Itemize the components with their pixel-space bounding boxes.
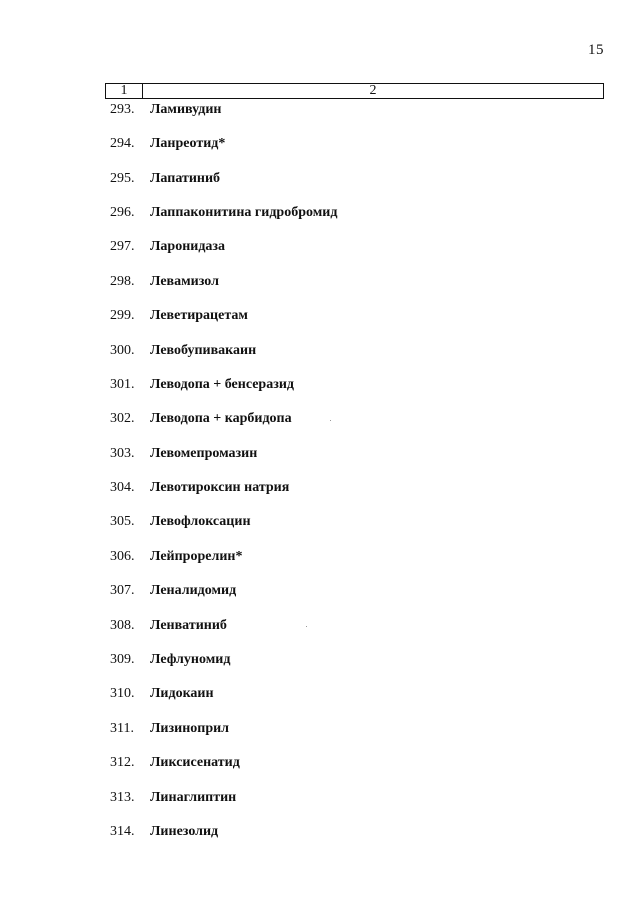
list-item [110, 237, 225, 257]
list-item [110, 375, 294, 395]
list-item [110, 822, 218, 842]
list-item-number: 307. [110, 583, 135, 598]
list-item-name: Линезолид [150, 824, 219, 839]
list-item-name: Лефлуномид [150, 652, 231, 667]
list-item [110, 788, 236, 808]
list-item-number: 300. [110, 343, 135, 358]
list-item [110, 444, 257, 464]
list-item [110, 306, 248, 326]
list-item [110, 547, 242, 567]
list-item-number: 303. [110, 446, 135, 461]
list-item-number: 294. [110, 136, 135, 151]
scan-speck [330, 420, 331, 421]
list-item-number: 305. [110, 514, 135, 529]
list-item-name: Левофлоксацин [150, 514, 251, 529]
list-item-number: 298. [110, 274, 135, 289]
list-item-number: 311. [110, 721, 134, 736]
list-item-name: Ланреотид* [150, 136, 226, 151]
list-item [110, 134, 225, 154]
list-item [110, 100, 221, 120]
list-item-number: 301. [110, 377, 135, 392]
list-item-number: 314. [110, 824, 135, 839]
list-item-name: Левамизол [150, 274, 219, 289]
list-item-number: 312. [110, 755, 135, 770]
list-item-name: Ларонидаза [150, 239, 226, 254]
list-item-number: 296. [110, 205, 135, 220]
list-item-name: Лидокаин [150, 686, 214, 701]
list-item [110, 512, 251, 532]
list-item [110, 272, 219, 292]
list-item-name: Ленватиниб [150, 618, 227, 633]
table-header [105, 83, 604, 99]
list-item [110, 581, 236, 601]
list-item-name: Линаглиптин [150, 790, 237, 805]
list-item [110, 203, 337, 223]
list-item-name: Левотироксин натрия [150, 480, 290, 495]
list-item-name: Левомепромазин [150, 446, 258, 461]
list-item [110, 341, 256, 361]
list-item-number: 302. [110, 411, 135, 426]
scan-speck [306, 626, 307, 627]
list-item-number: 293. [110, 102, 135, 117]
list-item [110, 616, 227, 636]
list-item [110, 409, 292, 429]
list-item [110, 684, 214, 704]
list-item-number: 310. [110, 686, 135, 701]
list-item-name: Лапатиниб [150, 171, 221, 186]
list-item-name: Ламивудин [150, 102, 222, 117]
list-item [110, 753, 240, 773]
list-item-name: Леводопа + карбидопа [150, 411, 292, 426]
list-item-number: 313. [110, 790, 135, 805]
list-item [110, 169, 220, 189]
list-item-name: Лейпрорелин* [150, 549, 243, 564]
list-item-number: 304. [110, 480, 135, 495]
list-item-number: 309. [110, 652, 135, 667]
list-item-name: Ликсисенатид [150, 755, 240, 770]
list-item-number: 299. [110, 308, 135, 323]
list-item-name: Леналидомид [150, 583, 237, 598]
list-item-name: Левобупивакаин [150, 343, 257, 358]
list-item-name: Леветирацетам [150, 308, 248, 323]
page-number: 15 [588, 42, 604, 58]
list-item-name: Лаппаконитина гидробромид [150, 205, 338, 220]
list-item-number: 295. [110, 171, 135, 186]
list-item-number: 308. [110, 618, 135, 633]
list-item [110, 650, 230, 670]
table-header-col-2: 2 [369, 83, 377, 98]
list-item [110, 719, 229, 739]
list-item-name: Леводопа + бенсеразид [150, 377, 294, 392]
list-item [110, 478, 289, 498]
list-item-number: 297. [110, 239, 135, 254]
list-item-number: 306. [110, 549, 135, 564]
table-header-col-1: 1 [106, 84, 143, 98]
list-item-name: Лизиноприл [150, 721, 230, 736]
